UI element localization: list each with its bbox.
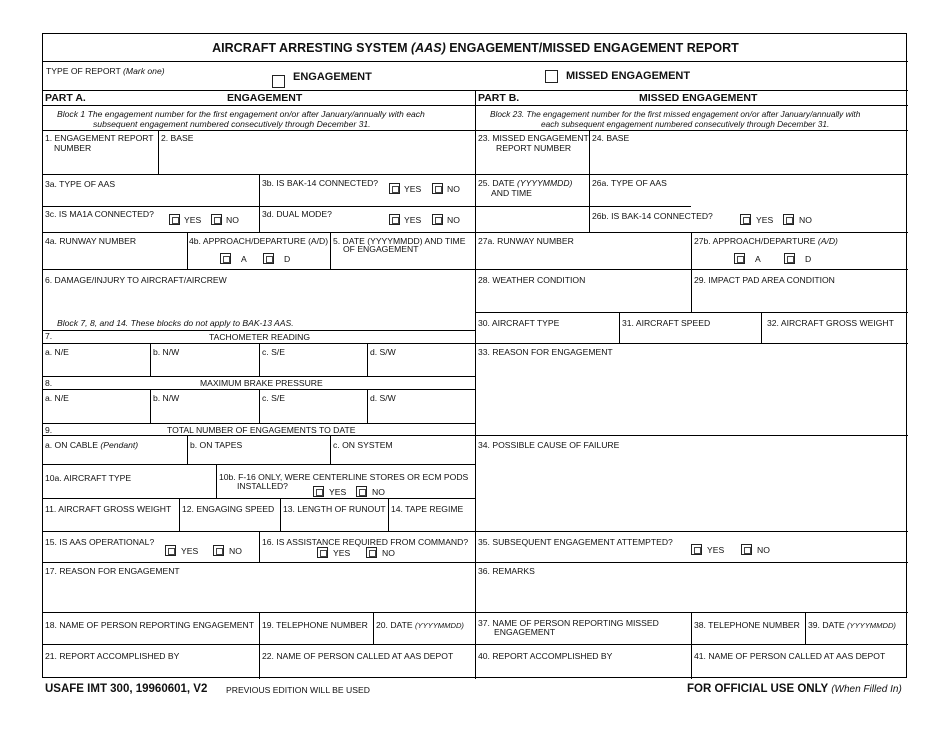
15-no-label: NO (229, 546, 242, 556)
previous-edition-note: PREVIOUS EDITION WILL BE USED (226, 685, 370, 695)
3b-no-label: NO (447, 184, 460, 194)
15-yes-label: YES (181, 546, 199, 556)
26b-yes-label: YES (756, 215, 774, 225)
9a-label: a. ON CABLE (Pendant) (45, 440, 139, 450)
block1-note-cont: subsequent engagement numbered consecutively through December 31. (93, 119, 371, 129)
field-17-label: 17. REASON FOR ENGAGEMENT (45, 566, 180, 576)
field-30-label: 30. AIRCRAFT TYPE (478, 318, 560, 328)
3b-yes-label: YES (404, 184, 422, 194)
26b-no-label: NO (799, 215, 812, 225)
15-yes-checkbox[interactable] (165, 545, 176, 556)
15-no-checkbox[interactable] (213, 545, 224, 556)
field-37-label: 37. NAME OF PERSON REPORTING MISSED (478, 618, 659, 628)
engagement-checkbox[interactable] (272, 75, 285, 88)
10b-yes-checkbox[interactable] (313, 486, 324, 497)
27b-a-checkbox[interactable] (734, 253, 745, 264)
missed-engagement-option-label: MISSED ENGAGEMENT (566, 70, 691, 82)
field-4a-label: 4a. RUNWAY NUMBER (45, 236, 137, 246)
field-25-label-cont: AND TIME (491, 188, 532, 198)
field-7-label: 7. (45, 331, 53, 341)
field-29-label: 29. IMPACT PAD AREA CONDITION (694, 275, 835, 285)
4b-d-checkbox[interactable] (263, 253, 274, 264)
form-number: USAFE IMT 300, 19960601, V2 (45, 683, 208, 695)
8-sw-label: d. S/W (370, 393, 396, 403)
field-12-label: 12. ENGAGING SPEED (182, 504, 275, 514)
field-28-label: 28. WEATHER CONDITION (478, 275, 586, 285)
field-27b-label: 27b. APPROACH/DEPARTURE (A/D) (694, 236, 838, 246)
field-26b-label: 26b. IS BAK-14 CONNECTED? (592, 211, 713, 221)
26b-yes-checkbox[interactable] (740, 214, 751, 225)
field-3b-label: 3b. IS BAK-14 CONNECTED? (262, 178, 379, 188)
9c-label: c. ON SYSTEM (333, 440, 393, 450)
field-25-label: 25. DATE (YYYYMMDD) (478, 178, 573, 188)
10b-no-checkbox[interactable] (356, 486, 367, 497)
7-nw-label: b. N/W (153, 347, 180, 357)
tachometer-title: TACHOMETER READING (209, 332, 311, 342)
field-9-label: 9. (45, 425, 53, 435)
16-yes-label: YES (333, 548, 351, 558)
field-34-label: 34. POSSIBLE CAUSE OF FAILURE (478, 440, 620, 450)
field-8-label: 8. (45, 378, 53, 388)
field-5-label: 5. DATE (YYYYMMDD) AND TIME (333, 236, 466, 246)
part-a-label: PART A. (45, 92, 86, 104)
field-37-label-cont: ENGAGEMENT (494, 627, 556, 637)
field-31-label: 31. AIRCRAFT SPEED (622, 318, 711, 328)
4b-a-label: A (241, 254, 247, 264)
part-b-label: PART B. (478, 92, 520, 104)
field-3d-label: 3d. DUAL MODE? (262, 209, 332, 219)
field-10b-label-cont: INSTALLED? (237, 481, 288, 491)
field-33-label: 33. REASON FOR ENGAGEMENT (478, 347, 613, 357)
3c-no-checkbox[interactable] (211, 214, 222, 225)
3b-no-checkbox[interactable] (432, 183, 443, 194)
3d-no-label: NO (447, 215, 460, 225)
7-sw-label: d. S/W (370, 347, 396, 357)
field-40-label: 40. REPORT ACCOMPLISHED BY (478, 651, 613, 661)
total-engagements-title: TOTAL NUMBER OF ENGAGEMENTS TO DATE (167, 425, 356, 435)
field-35-label: 35. SUBSEQUENT ENGAGEMENT ATTEMPTED? (478, 537, 673, 547)
10b-yes-label: YES (329, 487, 347, 497)
35-no-checkbox[interactable] (741, 544, 752, 555)
type-of-report-label: TYPE OF REPORT (Mark one) (46, 66, 165, 76)
field-14-label: 14. TAPE REGIME (391, 504, 464, 514)
brake-pressure-title: MAXIMUM BRAKE PRESSURE (200, 378, 323, 388)
field-1-label-cont: NUMBER (54, 143, 92, 153)
field-39-label: 39. DATE (YYYYMMDD) (808, 620, 896, 630)
3d-yes-checkbox[interactable] (389, 214, 400, 225)
block-7-8-14-note: Block 7, 8, and 14. These blocks do not apply to BAK-13 AAS. (57, 318, 294, 328)
35-yes-checkbox[interactable] (691, 544, 702, 555)
field-3c-label: 3c. IS MA1A CONNECTED? (45, 209, 154, 219)
engagement-option-label: ENGAGEMENT (293, 71, 372, 83)
field-32-label: 32. AIRCRAFT GROSS WEIGHT (767, 318, 894, 328)
field-23-label-cont: REPORT NUMBER (496, 143, 572, 153)
16-no-checkbox[interactable] (366, 547, 377, 558)
field-3a-label: 3a. TYPE OF AAS (45, 179, 116, 189)
field-41-label: 41. NAME OF PERSON CALLED AT AAS DEPOT (694, 651, 886, 661)
field-1-label: 1. ENGAGEMENT REPORT (45, 133, 154, 143)
field-10b-label: 10b. F-16 ONLY, WERE CENTERLINE STORES OR ECM PODS (219, 472, 469, 482)
field-26a-label: 26a. TYPE OF AAS (592, 178, 667, 188)
form-title: AIRCRAFT ARRESTING SYSTEM (AAS) ENGAGEMENT/MISSED ENGAGEMENT REPORT (212, 41, 739, 55)
7-se-label: c. S/E (262, 347, 285, 357)
field-23-label: 23. MISSED ENGAGEMENT (478, 133, 589, 143)
3d-yes-label: YES (404, 215, 422, 225)
field-36-label: 36. REMARKS (478, 566, 535, 576)
9b-label: b. ON TAPES (190, 440, 243, 450)
field-2-label: 2. BASE (161, 133, 194, 143)
field-38-label: 38. TELEPHONE NUMBER (694, 620, 800, 630)
field-6-label: 6. DAMAGE/INJURY TO AIRCRAFT/AIRCREW (45, 275, 227, 285)
27b-d-label: D (805, 254, 812, 264)
part-b-title: MISSED ENGAGEMENT (639, 92, 758, 104)
missed-engagement-checkbox[interactable] (545, 70, 558, 83)
8-nw-label: b. N/W (153, 393, 180, 403)
8-se-label: c. S/E (262, 393, 285, 403)
field-11-label: 11. AIRCRAFT GROSS WEIGHT (45, 504, 172, 514)
27b-a-label: A (755, 254, 761, 264)
field-15-label: 15. IS AAS OPERATIONAL? (45, 537, 155, 547)
4b-a-checkbox[interactable] (220, 253, 231, 264)
16-no-label: NO (382, 548, 395, 558)
field-19-label: 19. TELEPHONE NUMBER (262, 620, 368, 630)
8-ne-label: a. N/E (45, 393, 69, 403)
fouo-label: FOR OFFICIAL USE ONLY (When Filled In) (687, 683, 902, 695)
3b-yes-checkbox[interactable] (389, 183, 400, 194)
field-22-label: 22. NAME OF PERSON CALLED AT AAS DEPOT (262, 651, 454, 661)
field-20-label: 20. DATE (YYYYMMDD) (376, 620, 464, 630)
3c-yes-label: YES (184, 215, 202, 225)
part-a-title: ENGAGEMENT (227, 92, 303, 104)
27b-d-checkbox[interactable] (784, 253, 795, 264)
7-ne-label: a. N/E (45, 347, 69, 357)
16-yes-checkbox[interactable] (317, 547, 328, 558)
26b-no-checkbox[interactable] (783, 214, 794, 225)
block1-note: Block 1 The engagement number for the first engagement on/or after January/annually with each (57, 109, 425, 119)
field-5-label-cont: OF ENGAGEMENT (343, 244, 419, 254)
field-24-label: 24. BASE (592, 133, 630, 143)
4b-d-label: D (284, 254, 291, 264)
3c-yes-checkbox[interactable] (169, 214, 180, 225)
field-18-label: 18. NAME OF PERSON REPORTING ENGAGEMENT (45, 620, 254, 630)
35-no-label: NO (757, 545, 770, 555)
field-21-label: 21. REPORT ACCOMPLISHED BY (45, 651, 180, 661)
3d-no-checkbox[interactable] (432, 214, 443, 225)
block23-note-cont: each subsequent engagement numbered consecutively through December 31. (541, 119, 830, 129)
35-yes-label: YES (707, 545, 725, 555)
block23-note: Block 23. The engagement number for the first missed engagement on/or after January/annually with (490, 109, 861, 119)
3c-no-label: NO (226, 215, 239, 225)
field-13-label: 13. LENGTH OF RUNOUT (283, 504, 386, 514)
10b-no-label: NO (372, 487, 385, 497)
field-10a-label: 10a. AIRCRAFT TYPE (45, 473, 132, 483)
field-27a-label: 27a. RUNWAY NUMBER (478, 236, 574, 246)
report-form (42, 33, 907, 678)
field-16-label: 16. IS ASSISTANCE REQUIRED FROM COMMAND? (262, 537, 469, 547)
field-4b-label: 4b. APPROACH/DEPARTURE (A/D) (189, 236, 329, 246)
